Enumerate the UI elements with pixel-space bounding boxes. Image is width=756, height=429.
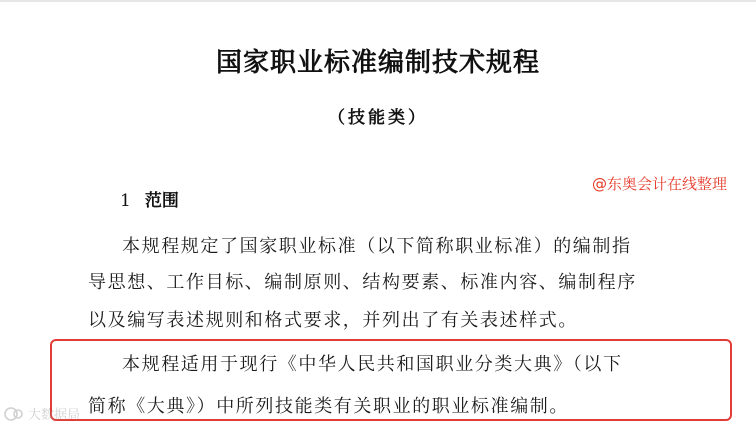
section-title: 范围	[144, 191, 179, 211]
logo-icon	[4, 406, 24, 422]
highlighted-paragraph-line: 本规程适用于现行《中华人民共和国职业分类大典》（以下	[122, 354, 623, 375]
document-subtitle: （技能类）	[328, 108, 428, 128]
corner-logo	[4, 404, 80, 423]
section-heading	[120, 186, 179, 211]
watermark-text: @东奥会计在线整理	[592, 175, 728, 193]
paragraph-line: 导思想、工作目标、编制原则、结构要素、标准内容、编制程序	[88, 272, 637, 293]
document-title: 国家职业标准编制技术规程	[215, 48, 540, 78]
top-divider	[0, 0, 756, 2]
paragraph-line: 以及编写表述规则和格式要求，并列出了有关表述样式。	[88, 310, 578, 331]
paragraph-line: 本规程规定了国家职业标准（以下简称职业标准）的编制指	[122, 236, 632, 257]
logo-text: 大数据局	[28, 408, 81, 423]
highlighted-paragraph-line: 简称《大典》）中所列技能类有关职业的职业标准编制。	[88, 396, 569, 417]
section-number: 1	[120, 191, 131, 211]
